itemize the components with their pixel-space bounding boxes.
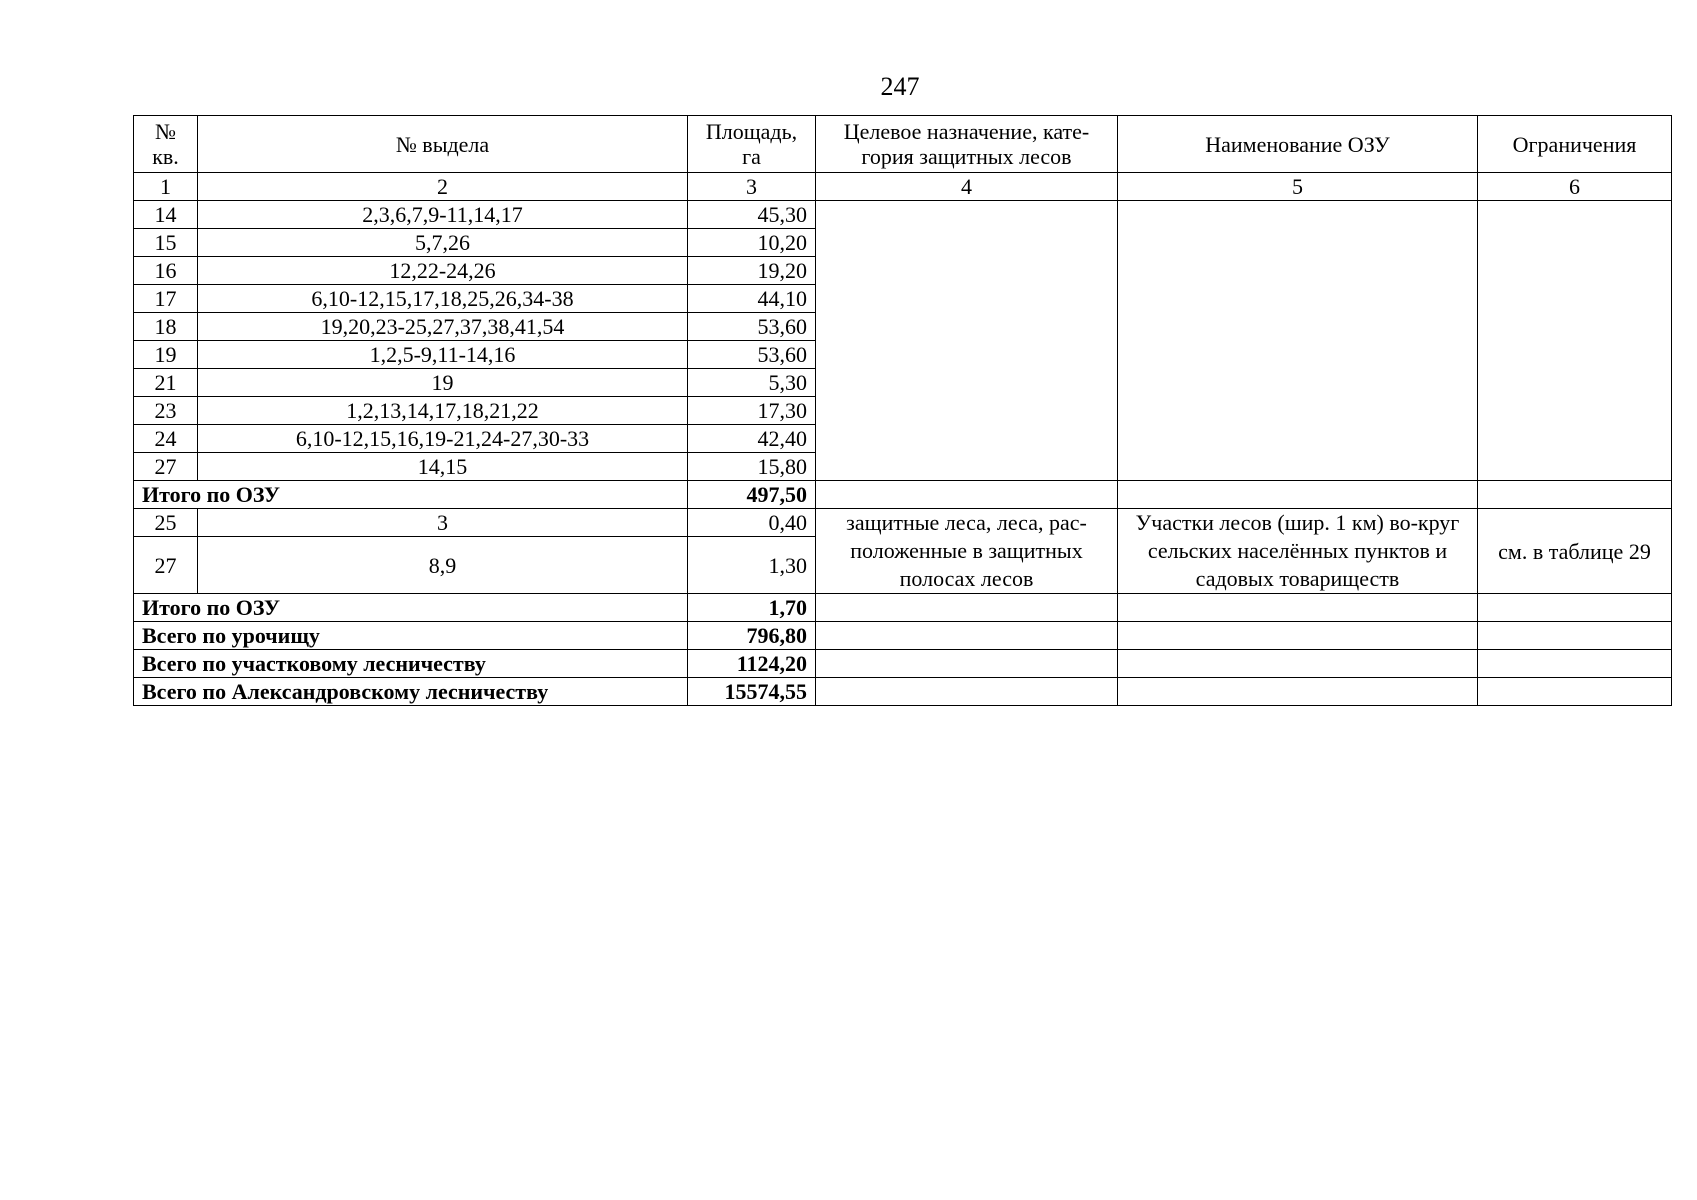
empty-cell (1118, 481, 1478, 509)
vydel-cell: 1,2,13,14,17,18,21,22 (198, 397, 688, 425)
ozu-name-cell: Участки лесов (шир. 1 км) во-круг сельских населённых пунктов и садовых товариществ (1118, 509, 1478, 594)
kv-cell: 23 (134, 397, 198, 425)
total-row (134, 678, 1672, 706)
column-number: 2 (198, 173, 688, 201)
column-number: 4 (816, 173, 1118, 201)
empty-cell (1118, 594, 1478, 622)
table-row (134, 509, 1672, 537)
purpose-cell-empty (816, 201, 1118, 481)
header-kv: № кв. (134, 116, 198, 173)
total-label: Всего по урочищу (134, 622, 688, 650)
area-cell: 15,80 (688, 453, 816, 481)
area-cell: 19,20 (688, 257, 816, 285)
kv-cell: 14 (134, 201, 198, 229)
kv-cell: 27 (134, 453, 198, 481)
total-area: 15574,55 (688, 678, 816, 706)
header-area: Площадь, га (688, 116, 816, 173)
empty-cell (1478, 594, 1672, 622)
empty-cell (1118, 650, 1478, 678)
header-ozu: Наименование ОЗУ (1118, 116, 1478, 173)
kv-cell: 18 (134, 313, 198, 341)
empty-cell (816, 594, 1118, 622)
total-label: Всего по участковому лесничеству (134, 650, 688, 678)
subtotal-label: Итого по ОЗУ (134, 594, 688, 622)
column-number-row (134, 173, 1672, 201)
kv-cell: 15 (134, 229, 198, 257)
kv-cell: 27 (134, 537, 198, 594)
area-cell: 42,40 (688, 425, 816, 453)
vydel-cell: 5,7,26 (198, 229, 688, 257)
column-number: 5 (1118, 173, 1478, 201)
vydel-cell: 3 (198, 509, 688, 537)
vydel-cell: 1,2,5-9,11-14,16 (198, 341, 688, 369)
vydel-cell: 2,3,6,7,9-11,14,17 (198, 201, 688, 229)
table-row (134, 201, 1672, 229)
empty-cell (1478, 622, 1672, 650)
total-row (134, 622, 1672, 650)
area-cell: 1,30 (688, 537, 816, 594)
limits-cell-empty (1478, 201, 1672, 481)
area-cell: 10,20 (688, 229, 816, 257)
total-row (134, 650, 1672, 678)
column-number: 1 (134, 173, 198, 201)
area-cell: 5,30 (688, 369, 816, 397)
empty-cell (1478, 481, 1672, 509)
vydel-cell: 14,15 (198, 453, 688, 481)
header-row (134, 116, 1672, 173)
area-cell: 53,60 (688, 313, 816, 341)
empty-cell (816, 650, 1118, 678)
total-area: 796,80 (688, 622, 816, 650)
vydel-cell: 19,20,23-25,27,37,38,41,54 (198, 313, 688, 341)
vydel-cell: 6,10-12,15,16,19-21,24-27,30-33 (198, 425, 688, 453)
empty-cell (1478, 650, 1672, 678)
empty-cell (1478, 678, 1672, 706)
total-label: Всего по Александровскому лесничеству (134, 678, 688, 706)
purpose-cell: защитные леса, леса, рас-положенные в защитных полосах лесов (816, 509, 1118, 594)
subtotal-row (134, 594, 1672, 622)
kv-cell: 21 (134, 369, 198, 397)
area-cell: 45,30 (688, 201, 816, 229)
empty-cell (1118, 622, 1478, 650)
ozu-table (133, 115, 1672, 706)
vydel-cell: 12,22-24,26 (198, 257, 688, 285)
empty-cell (1118, 678, 1478, 706)
total-area: 1124,20 (688, 650, 816, 678)
empty-cell (816, 481, 1118, 509)
empty-cell (816, 622, 1118, 650)
area-cell: 53,60 (688, 341, 816, 369)
empty-cell (816, 678, 1118, 706)
vydel-cell: 19 (198, 369, 688, 397)
limits-cell: см. в таблице 29 (1478, 509, 1672, 594)
subtotal-area: 1,70 (688, 594, 816, 622)
column-number: 6 (1478, 173, 1672, 201)
page-number: 247 (880, 72, 920, 101)
subtotal-row (134, 481, 1672, 509)
vydel-cell: 8,9 (198, 537, 688, 594)
header-limits: Ограничения (1478, 116, 1672, 173)
kv-cell: 19 (134, 341, 198, 369)
kv-cell: 16 (134, 257, 198, 285)
kv-cell: 17 (134, 285, 198, 313)
column-number: 3 (688, 173, 816, 201)
ozu-cell-empty (1118, 201, 1478, 481)
header-vydel: № выдела (198, 116, 688, 173)
header-purpose: Целевое назначение, кате-гория защитных лесов (816, 116, 1118, 173)
area-cell: 44,10 (688, 285, 816, 313)
kv-cell: 24 (134, 425, 198, 453)
area-cell: 17,30 (688, 397, 816, 425)
kv-cell: 25 (134, 509, 198, 537)
subtotal-area: 497,50 (688, 481, 816, 509)
subtotal-label: Итого по ОЗУ (134, 481, 688, 509)
area-cell: 0,40 (688, 509, 816, 537)
vydel-cell: 6,10-12,15,17,18,25,26,34-38 (198, 285, 688, 313)
